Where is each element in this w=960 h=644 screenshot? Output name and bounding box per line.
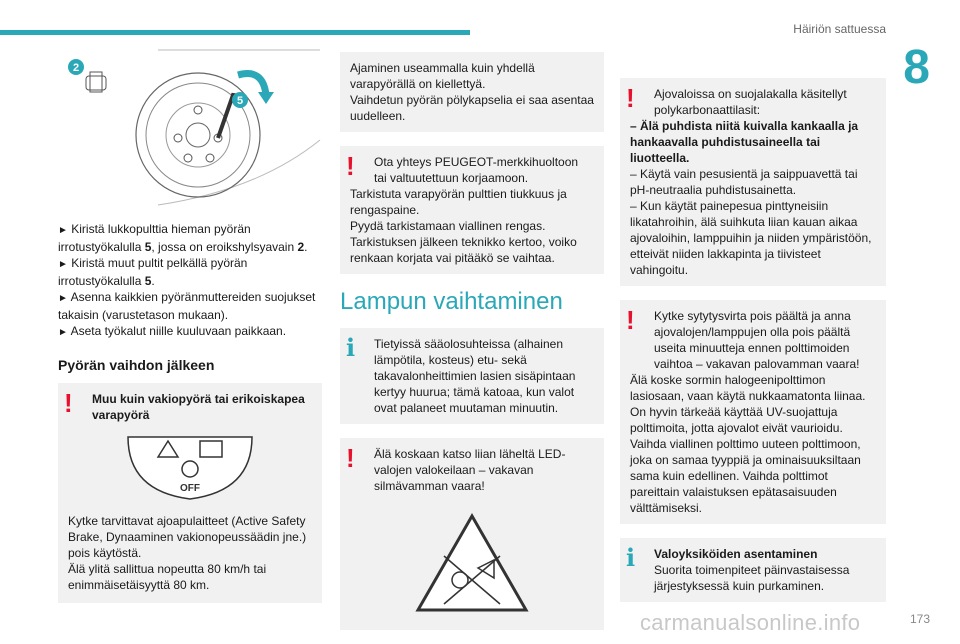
info-icon: i bbox=[346, 333, 356, 362]
callout-5 bbox=[232, 92, 248, 108]
callout-2 bbox=[68, 59, 84, 75]
chapter-number: 8 bbox=[903, 41, 930, 94]
warning-icon: ! bbox=[626, 305, 635, 335]
after-change-heading: Pyörän vaihdon jälkeen bbox=[58, 357, 215, 373]
adas-off-icon bbox=[68, 433, 312, 505]
info-line-1: Ajaminen useammalla kuin yhdellä varapyörällä on kiellettyä. bbox=[350, 61, 535, 91]
step-2: ► Kiristä muut pultit pelkällä pyörän irrotustyökalulla 5. bbox=[58, 256, 248, 288]
warning-line-4: Vaihda viallinen polttimo uuteen polttimoon, joka on samaa tyyppiä ja ominaisuuksiltaan sama kuin edellinen. Vaihda polttimot pareittain valaistuksen epätasaisuuden välttämiseksi. bbox=[630, 437, 861, 515]
page-number: 173 bbox=[909, 612, 930, 626]
column-1 bbox=[58, 40, 322, 617]
step-1: ► Kiristä lukkopulttia hieman pyörän irrotustyökalulla 5, jossa on eroikshylsyavain 2. bbox=[58, 222, 308, 254]
step-3: ► Asenna kaikkien pyöränmuttereiden suojukset takaisin (varustetason mukaan). bbox=[58, 290, 316, 322]
watermark: carmanualsonline.info bbox=[640, 610, 861, 635]
warning-icon: ! bbox=[346, 151, 355, 181]
condensation-info-box bbox=[340, 328, 604, 424]
warning-line-1: Ota yhteys PEUGEOT-merkkihuoltoon tai valtuutettuun korjaamoon. bbox=[374, 155, 579, 185]
spare-wheel-info-box bbox=[340, 52, 604, 132]
info-text: Suorita toimenpiteet päinvastaisessa järjestyksessä kuin purkaminen. bbox=[654, 563, 850, 593]
header-accent-bar bbox=[0, 30, 470, 35]
warning-intro: Ajovaloissa on suojalakalla käsitellyt polykarbonaattilasit: bbox=[654, 87, 847, 117]
warning-icon: ! bbox=[346, 443, 355, 473]
warning-text: Älä koskaan katso liian läheltä LED-valojen valokeilaan – vakavan silmävamman vaara! bbox=[374, 447, 566, 493]
warning-icon: ! bbox=[626, 83, 635, 113]
warning-line-3: Pyydä tarkistamaan viallinen rengas. bbox=[350, 219, 546, 233]
step-list bbox=[58, 221, 322, 341]
section-title: Häiriön sattuessa bbox=[793, 22, 886, 36]
column-3 bbox=[620, 78, 886, 616]
warning-text-1: Kytke tarvittavat ajoapulaitteet (Active Safety Brake, Dynaaminen vakionopeussäädin jne.) pois käytöstä. bbox=[68, 514, 307, 560]
warning-line-3: On hyvin tärkeää käyttää UV-suojattuja polttimoita, jotta ajovalot eivät vaurioidu. bbox=[630, 405, 843, 435]
warning-bold-item: – Älä puhdista niitä kuivalla kankaalla ja hankaavalla puhdistusaineella tai liuotteella. bbox=[630, 119, 859, 165]
warning-line-4: Tarkistuksen jälkeen teknikko kertoo, voiko renkaan korjata vai pitääkö se vaihtaa. bbox=[350, 235, 577, 265]
install-info-box bbox=[620, 538, 886, 602]
spare-wheel-warning bbox=[58, 383, 322, 603]
lock-nut-icon bbox=[86, 72, 106, 92]
warning-icon: ! bbox=[64, 388, 73, 418]
warning-title: Muu kuin vakiopyörä tai erikoiskapea varapyörä bbox=[92, 392, 305, 422]
info-line-2: Vaihdetun pyörän pölykapselia ei saa asentaa uudelleen. bbox=[350, 93, 594, 123]
column-2 bbox=[340, 52, 604, 644]
warning-line-2: Tarkistuta varapyörän pulttien tiukkuus ja rengaspaine. bbox=[350, 187, 567, 217]
warning-text-2: Älä ylitä sallittua nopeutta 80 km/h tai enimmäisetäisyyttä 80 km. bbox=[68, 562, 267, 592]
ignition-warning-box bbox=[620, 300, 886, 524]
warning-item-1: – Käytä vain pesusientä ja saippuavettä tai pH-neutraalia puhdistusainetta. bbox=[630, 167, 858, 197]
step-4: ► Aseta työkalut niille kuuluvaan paikkaan. bbox=[58, 324, 287, 338]
led-eye-hazard-icon bbox=[350, 508, 594, 618]
svg-text:OFF: OFF bbox=[180, 483, 200, 494]
svg-text:2: 2 bbox=[72, 62, 80, 74]
polycarbonate-warning-box bbox=[620, 78, 886, 286]
led-warning-box bbox=[340, 438, 604, 630]
dealer-warning-box bbox=[340, 146, 604, 274]
warning-item-2: – Kun käytät painepesua pinttyneisiin likatahroihin, älä suihkuta liian kauan aikaa ajovaloihin, lamppuihin ja niiden ympäristöön, etteivät niiden lakkapinta ja tiivisteet vahingoitu. bbox=[630, 199, 872, 277]
lamp-heading: Lampun vaihtaminen bbox=[340, 288, 563, 315]
warning-line-1: Kytke sytytysvirta pois päältä ja anna ajovalojen/lamppujen olla pois päältä useita minuutteja ennen polttimoiden vaihtoa – vakavan palovamman vaara! bbox=[654, 309, 860, 371]
warning-line-2: Älä koske sormin halogeenipolttimon lasiosaan, vaan käytä nukkaamatonta liinaa. bbox=[630, 373, 866, 403]
wheel-tool-illustration bbox=[58, 40, 322, 210]
info-icon: i bbox=[626, 543, 636, 572]
info-text: Tietyissä sääolosuhteissa (alhainen lämpötila, kosteus) etu- sekä takavalonheittimien lasien sisäpintaan kertyy huurua; tämä katoaa, kun valot ovat palaneet muutaman minuutin. bbox=[374, 337, 576, 415]
svg-text:5: 5 bbox=[236, 95, 244, 107]
info-title: Valoyksiköiden asentaminen bbox=[654, 547, 818, 561]
